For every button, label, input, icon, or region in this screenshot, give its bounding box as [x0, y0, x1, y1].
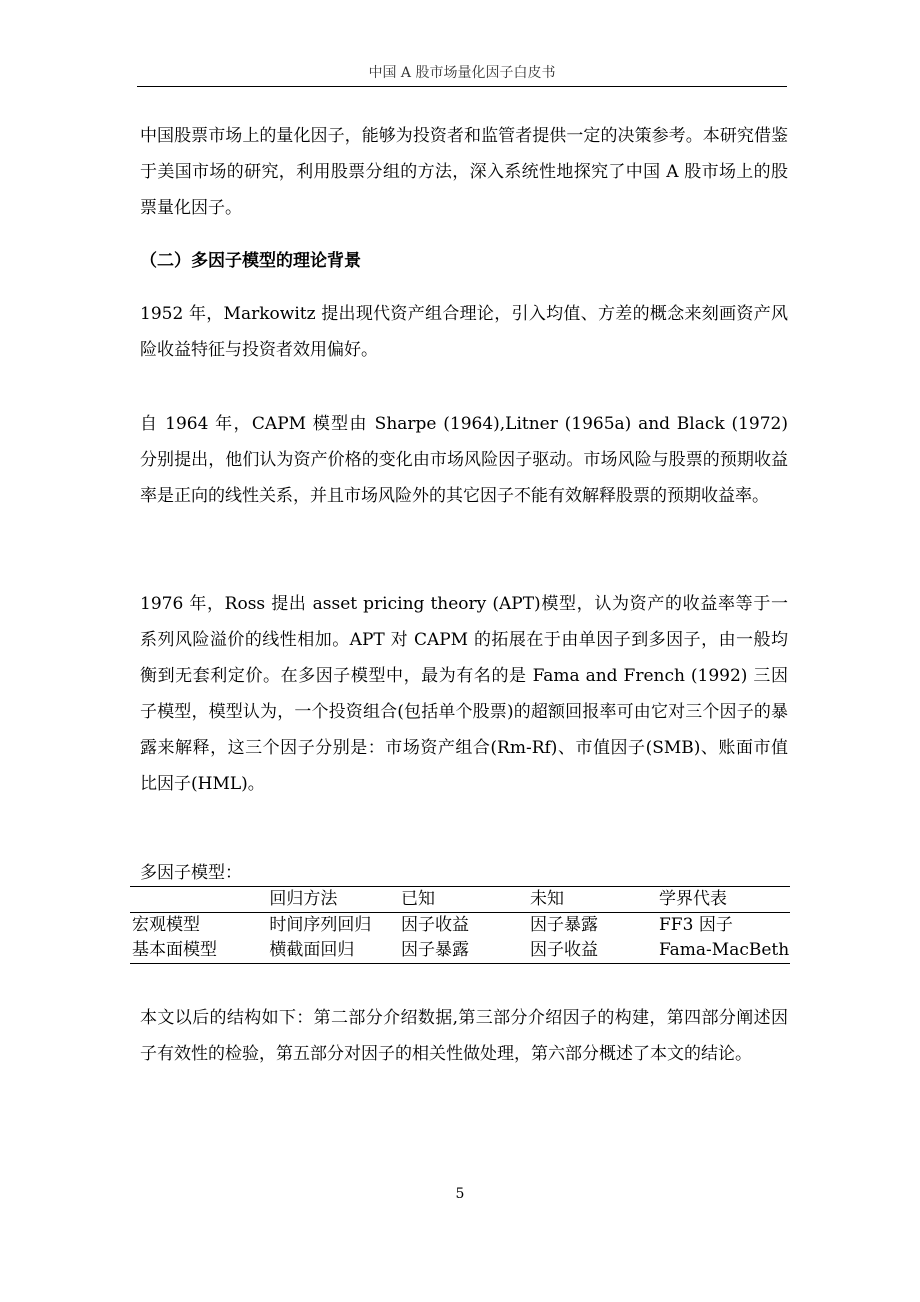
header-rule [137, 86, 787, 87]
table-header-cell: 未知 [530, 889, 565, 909]
table-cell: 因子暴露 [401, 940, 470, 960]
paragraph-intro: 中国股票市场上的量化因子，能够为投资者和监管者提供一定的决策参考。本研究借鉴于美国市场的研究，利用股票分组的方法，深入系统性地探究了中国 A 股市场上的股票量化因子。 [140, 126, 788, 218]
table-cell: 时间序列回归 [269, 915, 372, 935]
paragraph-1952: 1952 年，Markowitz 提出现代资产组合理论，引入均值、方差的概念来刻画资产风险收益特征与投资者效用偏好。 [140, 304, 788, 360]
table-cell: FF3 因子 [659, 915, 733, 935]
factor-model-table [130, 886, 790, 964]
section-heading: （二）多因子模型的理论背景 [140, 251, 361, 271]
page-header: 中国 A 股市场量化因子白皮书 [368, 65, 556, 81]
table-cell: 横截面回归 [269, 940, 355, 960]
table-header-cell: 回归方法 [269, 889, 338, 909]
table-cell: Fama-MacBeth [659, 940, 790, 960]
table-cell: 因子收益 [530, 940, 599, 960]
paragraph-structure: 本文以后的结构如下：第二部分介绍数据,第三部分介绍因子的构建，第四部分阐述因子有效性的检验，第五部分对因子的相关性做处理，第六部分概述了本文的结论。 [140, 1008, 788, 1064]
table-header-row [130, 887, 790, 913]
paragraph-1964: 自 1964 年，CAPM 模型由 Sharpe (1964),Litner (1965a) and Black (1972) 分别提出，他们认为资产价格的变化由市场风险因子驱动。市场风险与股票的预期收益率是正向的线性关系，并且市场风险外的其它因子不能有效解释股票的预期收益率。 [140, 414, 788, 506]
table-header-cell: 学界代表 [659, 889, 728, 909]
table-row [130, 938, 790, 964]
table-cell: 因子收益 [401, 915, 470, 935]
table-row [130, 913, 790, 939]
table-cell: 因子暴露 [530, 915, 599, 935]
table-header-cell: 已知 [401, 889, 436, 909]
page-number: 5 [455, 1186, 465, 1202]
table-cell: 基本面模型 [132, 940, 217, 960]
table-header-cell [130, 887, 267, 913]
table-caption: 多因子模型： [140, 863, 242, 883]
paragraph-1976: 1976 年，Ross 提出 asset pricing theory (APT)模型，认为资产的收益率等于一系列风险溢价的线性相加。APT 对 CAPM 的拓展在于由单因子到多因子，由一般均衡到无套利定价。在多因子模型中，最为有名的是 Fama and French (1992) 三因子模型，模型认为，一个投资组合(包括单个股票)的超额回报率可由它对三个因子的暴露来解释，这三个因子分别是：市场资产组合(Rm-Rf)、市值因子(SMB)、账面市值比因子(HML)。 [140, 594, 788, 794]
table-cell: 宏观模型 [132, 915, 200, 935]
